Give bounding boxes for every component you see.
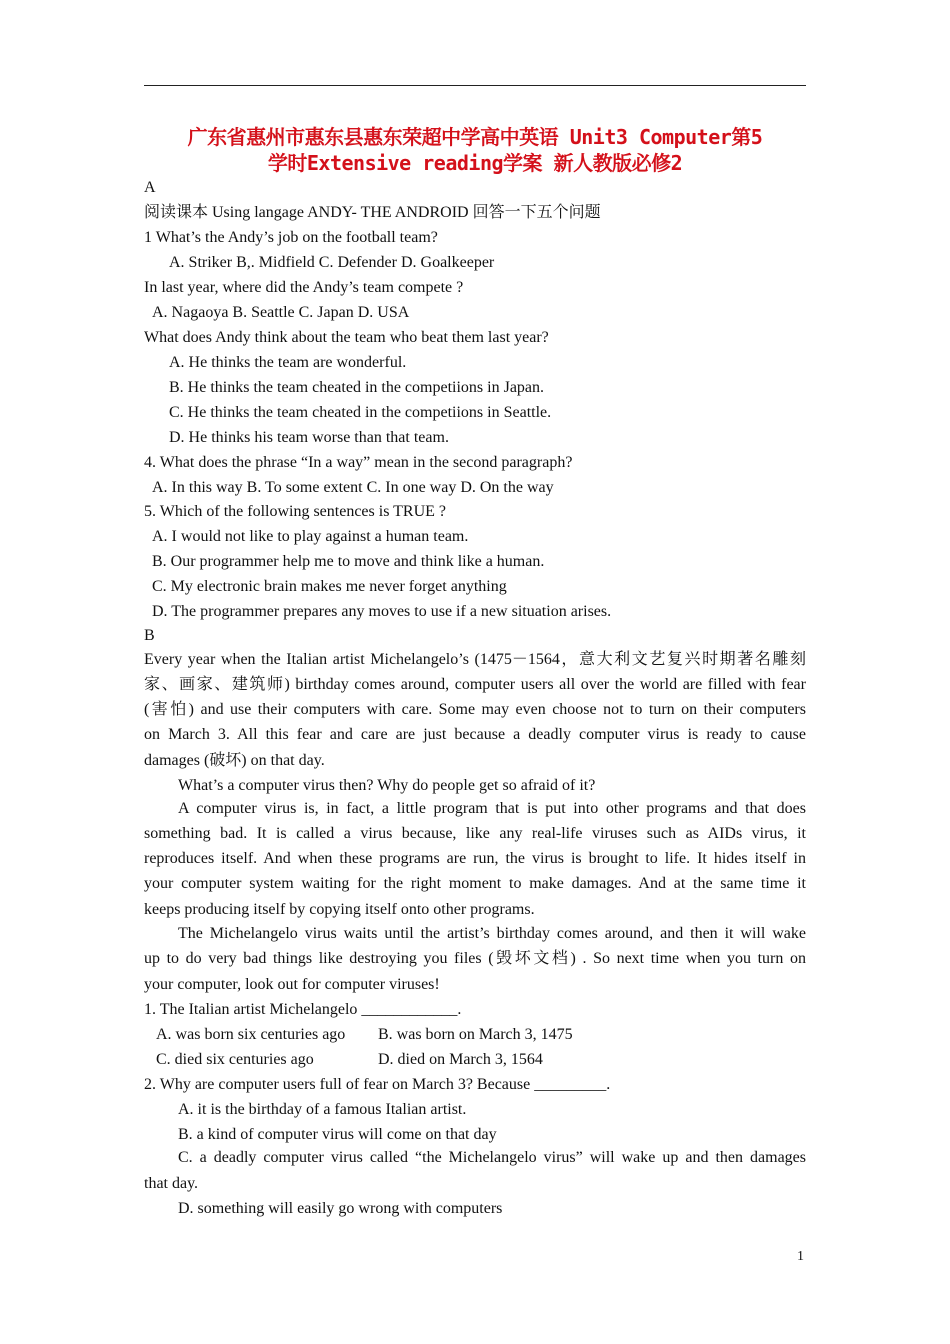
section-a-instruction: 阅读课本 Using langage ANDY- THE ANDROID 回答一下五个问题 [144, 204, 601, 221]
passage-line: your computer, look out for computer viruses! [144, 976, 440, 993]
question-b2-option-c [144, 1145, 806, 1170]
page-number: 1 [797, 1249, 804, 1264]
title-line-2: 学时Extensive reading学案 新人教版必修2 [267, 151, 683, 175]
passage-line: The Michelangelo virus waits until the artist’s birthday comes around, and then it will wake [178, 925, 806, 942]
passage-line: A computer virus is, in fact, a little program that is put into other programs and that does [178, 800, 806, 817]
question-b1: 1. The Italian artist Michelangelo ____________. [144, 1001, 462, 1018]
question-a5-option: A. I would not like to play against a human team. [152, 528, 469, 545]
question-a3-option: A. He thinks the team are wonderful. [169, 354, 407, 371]
passage-line: reproduces itself. And when these programs are run, the virus is brought to life. It hides itself in [144, 850, 806, 867]
question-b1-option: A. was born six centuries ago [156, 1026, 346, 1043]
question-a3-option: B. He thinks the team cheated in the competiions in Japan. [169, 379, 545, 396]
question-a3-option: D. He thinks his team worse than that team. [169, 429, 449, 446]
passage-line: keeps producing itself by copying itself onto other programs. [144, 901, 535, 918]
question-a3-option: C. He thinks the team cheated in the competiions in Seattle. [169, 404, 552, 421]
question-a4-options: A. In this way B. To some extent C. In one way D. On the way [152, 479, 554, 496]
section-b-heading: B [144, 627, 155, 644]
question-a4: 4. What does the phrase “In a way” mean in the second paragraph? [144, 454, 573, 471]
title-line-1: 广东省惠州市惠东县惠东荣超中学高中英语 Unit3 Computer第5 [187, 125, 763, 149]
passage-line: on March 3. All this fear and care are just because a deadly computer virus is ready to cause [144, 726, 806, 743]
question-a2: In last year, where did the Andy’s team compete ? [144, 279, 464, 296]
question-a3: What does Andy think about the team who beat them last year? [144, 329, 549, 346]
document-title [144, 124, 806, 176]
question-b1-option: B. was born on March 3, 1475 [378, 1026, 573, 1043]
question-a5-option: B. Our programmer help me to move and think like a human. [152, 553, 545, 570]
option-line: C. a deadly computer virus called “the Michelangelo virus” will wake up and then damages [178, 1149, 806, 1166]
passage-paragraph-1 [144, 647, 806, 747]
passage-line: Every year when the Italian artist Michelangelo’s (1475－1564，意大利文艺复兴时期著名雕刻 [144, 651, 806, 668]
passage-line: damages (破坏) on that day. [144, 752, 325, 769]
question-b2: 2. Why are computer users full of fear on March 3? Because _________. [144, 1076, 611, 1093]
question-b2-option: D. something will easily go wrong with computers [178, 1200, 503, 1217]
question-a5-option: D. The programmer prepares any moves to use if a new situation arises. [152, 603, 612, 620]
passage-line: your computer system waiting for the right moment to make damages. And at the same time it [144, 875, 806, 892]
passage-line: up to do very bad things like destroying you files (毁坏文档) . So next time when you turn on [144, 950, 806, 967]
section-a-heading: A [144, 179, 156, 196]
passage-line: (害怕) and use their computers with care. Some may even choose not to turn on their computers [144, 701, 806, 718]
option-line: that day. [144, 1175, 199, 1192]
passage-line: something bad. It is called a virus because, like any real-life viruses such as AIDs virus, it [144, 825, 806, 842]
question-a1-options: A. Striker B,. Midfield C. Defender D. Goalkeeper [169, 254, 495, 271]
passage-line: 家、画家、建筑师) birthday comes around, computer users all over the world are filled with fear [144, 676, 806, 693]
question-a2-options: A. Nagaoya B. Seattle C. Japan D. USA [152, 304, 410, 321]
top-rule [144, 85, 806, 86]
question-b2-option: B. a kind of computer virus will come on that day [178, 1126, 497, 1143]
question-a5-option: C. My electronic brain makes me never forget anything [152, 578, 507, 595]
passage-paragraph-2: What’s a computer virus then? Why do people get so afraid of it? [178, 777, 596, 794]
passage-paragraph-4 [144, 921, 806, 971]
question-b1-option: C. died six centuries ago [156, 1051, 314, 1068]
passage-paragraph-3 [144, 796, 806, 896]
question-b1-option: D. died on March 3, 1564 [378, 1051, 543, 1068]
question-a5: 5. Which of the following sentences is TRUE ? [144, 503, 447, 520]
question-b2-option: A. it is the birthday of a famous Italian artist. [178, 1101, 467, 1118]
question-a1: 1 What’s the Andy’s job on the football team? [144, 229, 438, 246]
